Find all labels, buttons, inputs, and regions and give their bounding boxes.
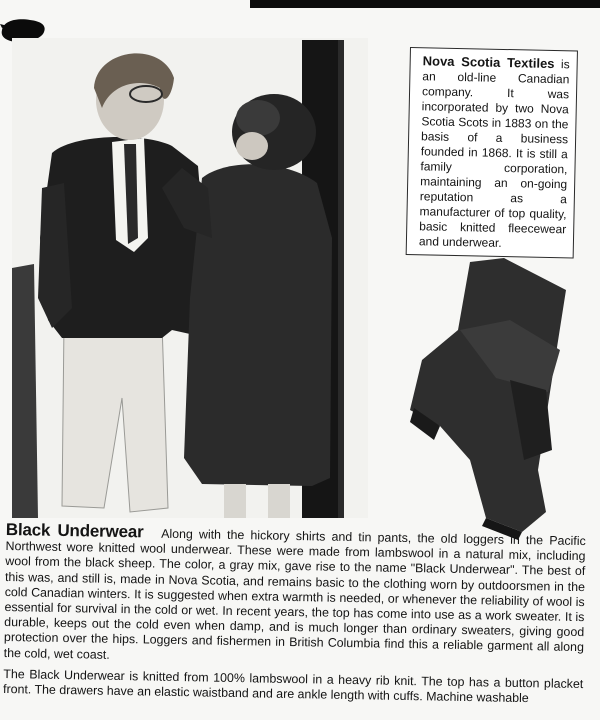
top-rule [250, 0, 600, 8]
article-heading: Black Underwear [5, 520, 144, 542]
article-paragraph-1: Along with the hickory shirts and tin pants, the old loggers in the Pacific Northwest wore knitted wool underwear. These were made from lambswool in a natural mix, including wool from the black sheep. The color, a gray mix, gave rise to the name "Black Underwear". The best of this was, and still is, made in Nova Scotia, and remains basic to the clothing worn by outdoorsmen in the cold Canadian winters. It is suggested when extra warmth is needed, or whenever the reliability of wool is essential for survival in the cold or wet. In recent years, the top has come into use as a work sweater. It is durable, keeps out the cold even when damp, and is much longer than ordinary sweaters, giving good protection over the hips. Loggers and fishermen in British Columbia find this a reliable garment all along the cold, wet coast. [3, 526, 586, 662]
company-name: Nova Scotia Textiles [422, 53, 555, 72]
company-description: is an old-line Canadian company. It was incorporated by two Nova Scotia Scots in 1883 on the basis of a business founded in 1868. It is still a family corporation, maintaining an on-going reputation as a manufacturer of top quality, basic knitted fleecewear and underwear. [418, 57, 570, 250]
people-photo [12, 38, 368, 518]
article [3, 522, 586, 713]
article-paragraph-2: The Black Underwear is knitted from 100% lambswool in a heavy rib knit. The top has a button placket front. The drawers have an elastic waistband and are ankle length with cuffs. Machine washable [2, 666, 584, 706]
folded-underwear-photo [400, 250, 590, 540]
company-sidebar [406, 47, 578, 258]
